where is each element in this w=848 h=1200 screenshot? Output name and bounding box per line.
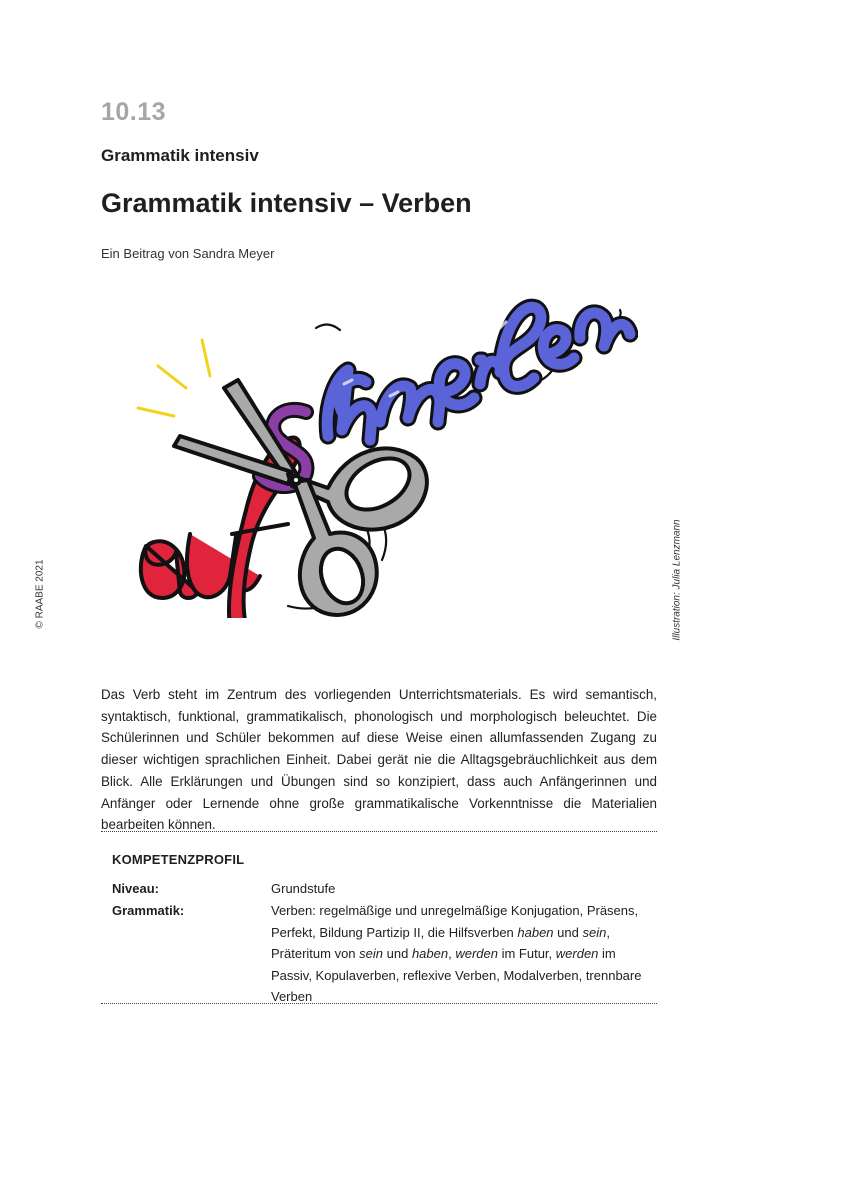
grammatik-label: Grammatik: xyxy=(112,903,185,918)
niveau-label: Niveau: xyxy=(112,881,159,896)
illustration-credit: Illustration: Julia Lenzmann xyxy=(671,519,683,641)
page-title: Grammatik intensiv – Verben xyxy=(101,188,472,218)
series-title: Grammatik intensiv xyxy=(101,146,259,165)
dotted-divider-bottom xyxy=(101,1003,657,1004)
spark-lines xyxy=(138,340,210,416)
intro-paragraph: Das Verb steht im Zentrum des vorliegenden Unterrichtsmaterials. Es wird semantisch, syntaktisch, funktional, grammatikalisch, phonologisch und morphologisch beleuchtet. Die Schülerinnen und Schüler bekommen auf diese Weise einen allumfassenden Zugang zu dieser wichtigen sprachlichen Einheit. Dabei gerät nie die Alltagsgebräuchlichkeit aus dem Blick. Alle Erklärungen und Übungen sind so konzipiert, dass auch Anfängerinnen und Anfänger oder Lernende ohne große grammatikalische Vorkenntnisse die Materialien bearbeiten können. xyxy=(101,687,657,833)
copyright-note: © RAABE 2021 xyxy=(34,559,46,629)
lettering-chneiden xyxy=(327,307,630,440)
niveau-value: Grundstufe xyxy=(271,881,336,896)
chapter-number: 10.13 xyxy=(101,98,167,126)
kompetenzprofil-heading: KOMPETENZPROFIL xyxy=(112,852,245,867)
author-line: Ein Beitrag von Sandra Meyer xyxy=(101,246,275,261)
grammatik-value: Verben: regelmäßige und unregelmäßige Konjugation, Präsens, Perfekt, Bildung Partizip II, die Hilfsverben haben und sein, Präteritum von sein und haben, werden im Futur, werden im Passiv, Kopulaverben, reflexive Verben, Modalverben, trennbare Verben xyxy=(271,903,642,1004)
aufschneiden-illustration xyxy=(128,288,638,618)
dotted-divider-top xyxy=(101,831,657,832)
